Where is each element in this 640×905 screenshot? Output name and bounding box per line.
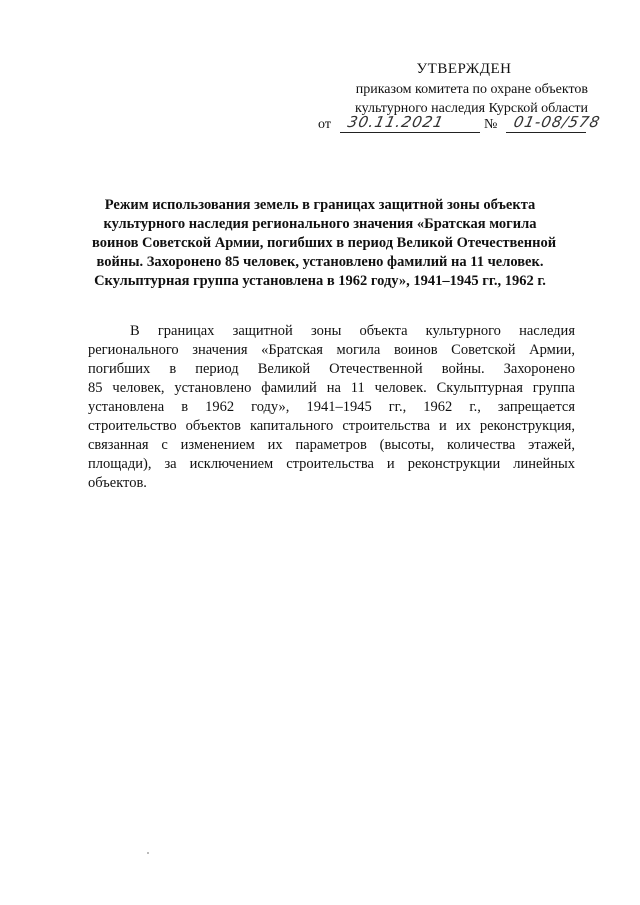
body-line: 85 человек, установлено фамилий на 11 человек. Скульптурная группа [88,380,575,396]
body-line: площади), за исключением строительства и реконструкции линейных [88,456,575,472]
body-paragraph [88,322,575,493]
number-prefix: № [484,117,498,132]
handwritten-date: 30.11.2021 [346,113,446,131]
body-line: погибших в период Великой Отечественной войны. Захоронено [88,361,575,377]
order-reference [318,113,603,135]
body-line: установлена в 1962 году», 1941–1945 гг., 1962 г., запрещается [88,399,575,415]
approval-heading: УТВЕРЖДЕН [416,61,512,77]
title-line: воинов Советской Армии, погибших в период Великой Отечественной [92,235,557,251]
title-line: Скульптурная группа установлена в 1962 году», 1941–1945 гг., 1962 г. [94,273,546,289]
body-line: регионального значения «Братская могила воинов Советской Армии, [88,342,575,358]
handwritten-number: 01-08/578 [512,113,603,131]
body-line: связанная с изменением их параметров (высоты, количества этажей, [88,437,575,453]
scan-speck [147,852,149,854]
body-line: строительство объектов капитального строительства и их реконструкция, [88,418,575,434]
approval-block [300,60,600,118]
title-line: Режим использования земель в границах защитной зоны объекта [104,197,536,213]
date-prefix: от [318,117,331,132]
approval-line-2: культурного наследия Курской области [354,101,588,116]
body-line: В границах защитной зоны объекта культурного наследия [130,323,575,339]
approval-line-1: приказом комитета по охране объектов [355,82,588,97]
title-line: войны. Захоронено 85 человек, установлено фамилий на 11 человек. [96,254,544,270]
title-line: культурного наследия регионального значения «Братская могила [103,216,537,232]
body-line: объектов. [88,475,147,491]
document-title [92,196,557,291]
